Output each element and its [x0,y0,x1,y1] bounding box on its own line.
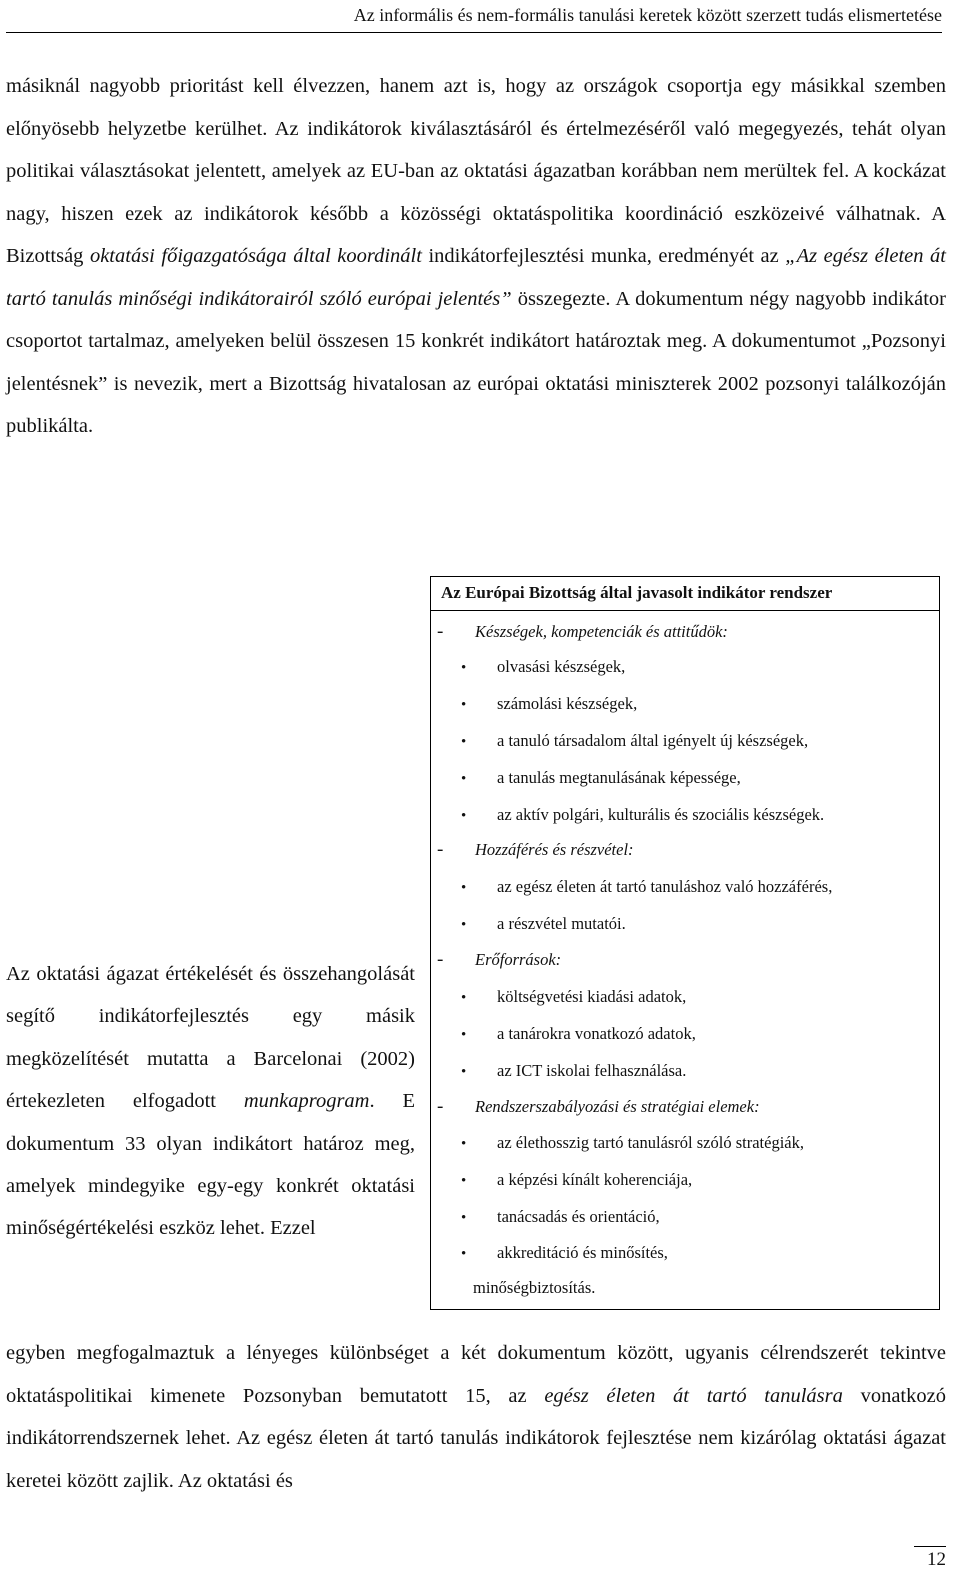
text-run: . E dokumentum 33 olyan indikátort határoz meg, amelyek mindegyike egy-egy konkrét oktatási minőségértékelési eszköz lehet. Ezzel [6,1090,415,1240]
italic-run: „Az egész életen át tartó tanulás minőségi indikátorairól szóló európai jelentés” [6,245,946,310]
list-item-text: a tanárokra vonatkozó adatok, [497,1024,696,1043]
list-item [461,1061,686,1081]
list-item-text: olvasási készségek, [497,657,626,676]
list-item-text: az élethosszig tartó tanulásról szóló stratégiák, [497,1133,804,1152]
text-run: vonatkozó indikátorrendszernek lehet. Az egész életen át tartó tanulás indikátorok fejlesztése nem kizárólag oktatási ágazat keretei között zajlik. Az oktatási és [6,1384,946,1492]
bullet-icon: • [461,990,467,1006]
list-item [461,1133,804,1153]
bullet-icon: • [461,1136,467,1152]
list-item [461,1024,696,1044]
list-item [461,1170,692,1190]
text-run: indikátorfejlesztési munka, eredményét az [421,245,786,267]
list-item-text: tanácsadás és orientáció, [497,1207,660,1226]
list-item [461,731,808,751]
italic-run: munkaprogram [243,1090,370,1113]
list-item [461,1243,668,1263]
list-item-text: számolási készségek, [497,694,638,713]
box-title: Az Európai Bizottság által javasolt indikátor rendszer [431,577,939,611]
dash-marker: - [437,839,444,860]
text-run: egyben megfogalmaztuk a lényeges különbséget a két dokumentum között, ugyanis célrendszerét tekintve oktatáspolitikai kimenete Pozsonyban bemutatott 15, az [6,1342,946,1407]
section-label: Rendszerszabályozási és stratégiai elemek: [475,1097,760,1116]
list-item-text: az egész életen át tartó tanuláshoz való hozzáférés, [497,877,833,896]
bullet-icon: • [461,1246,467,1262]
indicator-system-box [430,576,940,1310]
bullet-icon: • [461,771,467,787]
list-item [461,987,686,1007]
body-paragraph-bottom [6,1332,946,1502]
list-item [461,694,637,714]
bullet-icon: • [461,808,467,824]
body-paragraph-left-column [6,953,415,1250]
bullet-icon: • [461,1027,467,1043]
list-item-text: akkreditáció és minősítés, [497,1243,668,1262]
bullet-icon: • [461,917,467,933]
bullet-icon: • [461,880,467,896]
section-label: Erőforrások: [475,950,562,969]
section-resources [437,949,561,971]
list-item [461,877,832,897]
dash-marker: - [437,1096,444,1117]
list-item-text: költségvetési kiadási adatok, [497,987,687,1006]
section-label: Hozzáférés és részvétel: [475,840,634,859]
italic-run: egész életen át tartó tanulásra [544,1384,843,1407]
section-access [437,839,634,861]
section-label: Készségek, kompetenciák és attitűdök: [475,622,728,641]
list-item-text: az ICT iskolai felhasználása. [497,1061,687,1080]
list-item [461,1207,660,1227]
list-item-text: a képzési kínált koherenciája, [497,1170,693,1189]
section-skills [437,621,728,643]
body-paragraph-top [6,65,946,448]
list-item-text: a részvétel mutatói. [497,914,626,933]
list-item-tail: minőségbiztosítás. [473,1278,596,1297]
bullet-icon: • [461,1210,467,1226]
dash-marker: - [437,949,444,970]
text-run: összegezte. A dokumentum négy nagyobb indikátor csoportot tartalmaz, amelyeken belül összesen 15 konkrét indikátort határoztak meg. A dokumentumot „Pozsonyi jelentésnek” is nevezik, mert a Bizottság hivatalosan az európai oktatási miniszterek 2002 pozsonyi találkozóján publikálta. [6,287,946,437]
list-item [461,768,741,788]
italic-run: oktatási főigazgatósága által koordinált [89,245,422,267]
list-item [461,914,626,934]
text-run: másiknál nagyobb prioritást kell élvezzen, hanem azt is, hogy az országok csoportja egy másikkal szemben előnyösebb helyzetbe kerülhet. Az indikátorok kiválasztásáról és értelmezéséről való megegyezés, tehát olyan politikai választásokat jelentett, amelyek az EU-ban az oktatási ágazatban korábban nem merültek fel. A kockázat nagy, hiszen ezek az indikátorok később a közösségi oktatáspolitika koordináció eszközeivé válhatnak. A Bizottság [6,75,946,267]
running-header: Az informális és nem-formális tanulási keretek között szerzett tudás elismertetése [6,5,942,33]
text-run: Az oktatási ágazat értékelését és összehangolását segítő indikátorfejlesztés egy másik megközelítését mutatta a Barcelonai (2002) értekezleten elfogadott [6,963,415,1113]
list-item-text: a tanuló társadalom által igényelt új készségek, [497,731,809,750]
bullet-icon: • [461,697,467,713]
list-item-text: a tanulás megtanulásának képessége, [497,768,741,787]
bullet-icon: • [461,1173,467,1189]
bullet-icon: • [461,660,467,676]
list-item-text: az aktív polgári, kulturális és szociális készségek. [497,805,825,824]
dash-marker: - [437,621,444,642]
list-item [461,805,824,825]
bullet-icon: • [461,734,467,750]
section-regulation [437,1096,760,1118]
bullet-icon: • [461,1064,467,1080]
list-item [461,657,625,677]
page-number: 12 [914,1546,946,1571]
